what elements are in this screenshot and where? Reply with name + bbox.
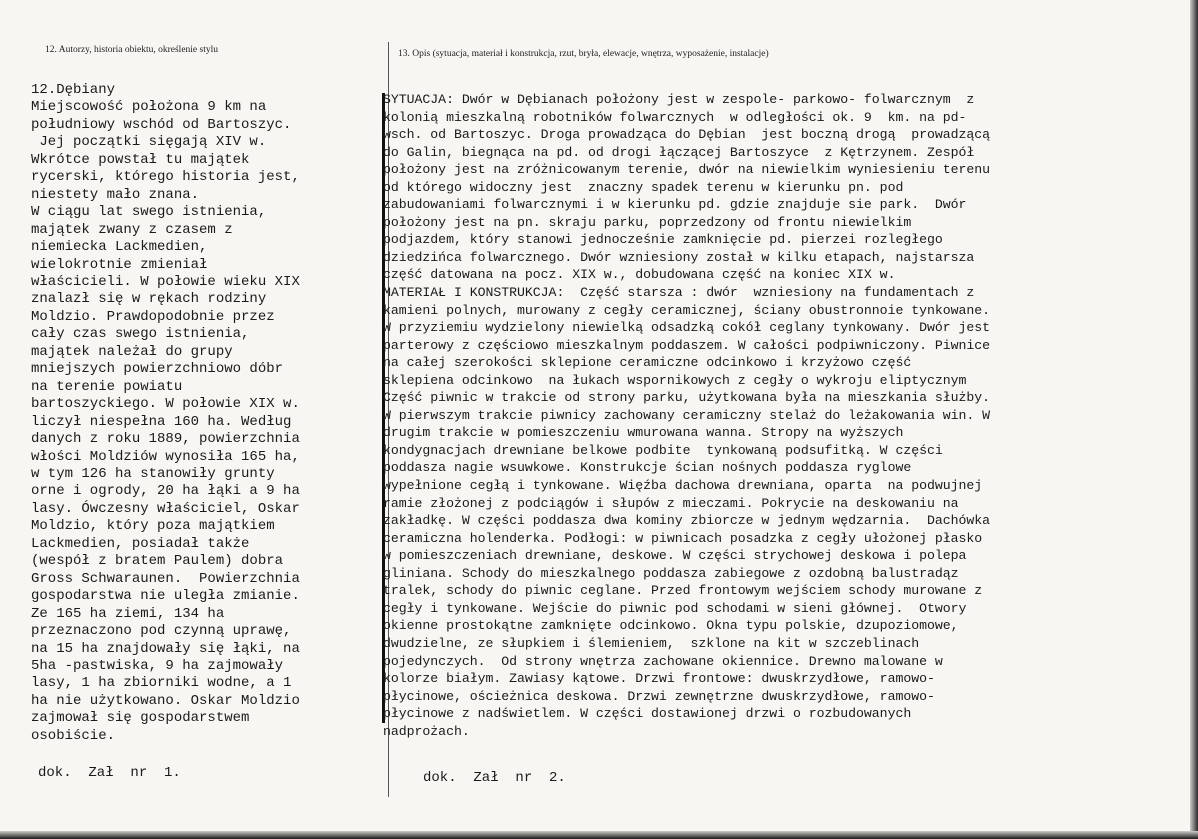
description-line: MATERIAŁ I KONSTRUKCJA: Część starsza : dwór wzniesiony na fundamentach z (383, 285, 975, 301)
description-line: SYTUACJA: Dwór w Dębianach położony jest w zespole- parkowo- folwarcznym z (383, 92, 975, 107)
description-line: kolorze białym. Zawiasy kątowe. Drzwi frontowe: dwuskrzydłowe, ramowo- (383, 671, 935, 687)
description-line: W przyziemiu wydzielony niewielką odsadzką cokół ceglany tynkowany. Dwór jest (383, 320, 991, 336)
description-line: dwudzielne, ze słupkiem i ślemieniem, szklone na kit w szczeblinach (383, 635, 920, 651)
description-line: kolonią mieszkalną robotników folwarcznych w odległości ok. 9 km. na pd- (383, 109, 967, 125)
description-line: ceramiczna holenderka. Podłogi: w piwnicach posadzka z cegły ułożonej płasko (383, 530, 983, 546)
page-edge-shadow (1190, 0, 1198, 839)
history-line: zajmował się gospodarstwem (31, 710, 250, 727)
history-line: mniejszych powierzchniowo dóbr (31, 361, 284, 378)
description-line: kamieni polnych, murowany z cegły ceramicznej, ściany obustronnoie tynkowane. (383, 302, 991, 318)
history-line: Jej początki sięgają XIV w. (31, 134, 267, 151)
history-line: niemiecka Lackmedien, (31, 239, 208, 256)
history-line: orne i ogrody, 20 ha łąki a 9 ha (31, 483, 300, 500)
history-line: Lackmedien, posiadał także (31, 535, 250, 552)
history-line: na terenie powiatu (31, 378, 183, 395)
history-line: Moldzio. Prawdopodobnie przez (31, 308, 275, 325)
description-line: tralek, schody do piwnic ceglane. Przed frontowym wejściem schody murowane z (383, 583, 983, 599)
history-line: południowy wschód od Bartoszyc. (31, 116, 292, 133)
right-column-header: 13. Opis (sytuacja, materiał i konstrukcja, rzut, bryła, elewacje, wnętrza, wyposażenie, instalacje) (398, 49, 769, 59)
description-line: cegły i tynkowane. Wejście do piwnic pod schodami w sieni głównej. Otwory (383, 600, 967, 616)
description-line: sklepiena odcinkowo na łukach wspornikowych z cegły o wykroju eliptycznym (383, 372, 967, 388)
description-line: podjazdem, który stanowi jednocześnie zamknięcie pd. pierzei rozległego (383, 232, 943, 248)
history-line: W ciągu lat swego istnienia, (31, 204, 267, 221)
description-line: zakładkę. W części poddasza dwa kominy zbiorcze w jednym wędzarnia. Dachówka (383, 513, 991, 529)
history-line: Gross Schwaraunen. Powierzchnia (31, 570, 300, 587)
history-line: osobiście. (31, 727, 116, 744)
right-attachment-note: dok. Zał nr 2. (423, 770, 566, 786)
description-line: nadprożach. (383, 723, 470, 739)
description-line: płycinowe, ościeżnica deskowa. Drzwi zewnętrzne dwuskrzydłowe, ramowo- (383, 688, 935, 704)
history-line: lasy. Ówczesny właściciel, Oskar (31, 500, 300, 517)
description-line: w pomieszczeniach drewniane, deskowe. W części strychowej deskowa i polepa (383, 548, 967, 564)
description-line: okienne prostokątne zamknięte odcinkowo. Okna typu polskie, dzupoziomowe, (383, 618, 959, 634)
history-line: gospodarstwa nie uległa zmianie. (31, 588, 300, 605)
description-line: wsch. od Bartoszyc. Droga prowadząca do Dębian jest boczną drogą prowadzącą (383, 127, 991, 143)
description-line: od którego widoczny jest znaczny spadek terenu w kierunku pn. pod (383, 179, 904, 195)
description-line: położony jest na zróżnicowanym terenie, dwór na niewielkim wyniesieniu terenu (383, 162, 991, 178)
history-line: włości Moldziów wynosiła 165 ha, (31, 448, 300, 465)
description-line: na całej szerokości sklepione ceramiczne odcinkowo i krzyżowo część (383, 355, 912, 371)
description-line: dziedzińca folwarcznego. Dwór wzniesiony został w kilku etapach, najstarsza (383, 249, 975, 265)
history-line: Moldzio, który poza majątkiem (31, 518, 275, 535)
history-line: Ze 165 ha ziemi, 134 ha (31, 605, 225, 622)
history-line: lasy, 1 ha zbiorniki wodne, a 1 (31, 675, 292, 692)
description-line: wypełnione cegłą i tynkowane. Więźba dachowa drewniana, oparta na podwujnej (383, 478, 983, 494)
history-line: Miejscowość położona 9 km na (31, 99, 267, 116)
history-line: rycerski, którego historia jest, (31, 169, 300, 186)
history-line: danych z roku 1889, powierzchnia (31, 431, 300, 448)
history-line: (wespół z bratem Paulem) dobra (31, 553, 284, 570)
history-line: cały czas swego istnienia, (31, 326, 250, 343)
history-line: liczył niespełna 160 ha. Według (31, 413, 292, 430)
history-line: 5ha -pastwiska, 9 ha zajmowały (31, 657, 284, 674)
history-text (31, 82, 300, 745)
left-column-header: 12. Autorzy, historia obiektu, określenie stylu (45, 45, 218, 55)
description-line: do Galin, biegnąca na pd. od drogi łączącej Bartoszyce z Kętrzynem. Zespół (383, 144, 975, 160)
history-line: ha nie użytkowano. Oskar Moldzio (31, 692, 300, 709)
history-line: właścicieli. W połowie wieku XIX (31, 273, 300, 290)
description-line: parterowy z częściowo mieszkalnym poddaszem. W całości podpiwniczony. Piwnice (383, 337, 991, 353)
description-line: kondygnacjach drewniane belkowe podbite tynkowaną podsufitką. W części (383, 442, 943, 458)
description-text (383, 91, 990, 740)
description-line: pojedynczych. Od strony wnętrza zachowane okiennice. Drewno malowane w (383, 653, 943, 669)
history-line: 12.Dębiany (31, 82, 116, 98)
description-line: W pierwszym trakcie piwnicy zachowany ceramiczny stelaż do leżakowania win. W (383, 407, 991, 423)
history-line: Wkrótce powstał tu majątek (31, 151, 250, 168)
history-line: niestety mało znana. (31, 186, 200, 203)
left-attachment-note: dok. Zał nr 1. (38, 765, 181, 781)
description-line: płycinowe z nadświetlem. W części dostawionej drzwi o rozbudowanych (383, 706, 912, 722)
description-line: poddasza nagie wsuwkowe. Konstrukcje ścian nośnych poddasza ryglowe (383, 460, 912, 476)
history-line: przeznaczono pod czynną uprawę, (31, 623, 292, 640)
history-line: znalazł się w rękach rodziny (31, 291, 267, 308)
history-line: majątek zwany z czasem z (31, 221, 233, 238)
description-line: gliniana. Schody do mieszkalnego poddasza zabiegowe z ozdobną balustradąz (383, 565, 959, 581)
history-line: na 15 ha znajdowały się łąki, na (31, 640, 300, 657)
description-line: położony jest na pn. skraju parku, poprzedzony od frontu niewielkim (383, 214, 912, 230)
history-line: majątek należał do grupy (31, 343, 233, 360)
history-line: bartoszyckiego. W połowie XIX w. (31, 396, 300, 413)
description-line: drugim trakcie w pomieszczeniu wmurowana wanna. Stropy na wyższych (383, 425, 904, 441)
history-line: w tym 126 ha stanowiły grunty (31, 465, 275, 482)
description-line: zabudowaniami folwarcznymi i w kierunku pd. gdzie znajduje sie park. Dwór (383, 197, 967, 213)
description-line: część datowana na pocz. XIX w., dobudowana część na koniec XIX w. (383, 267, 896, 283)
description-line: Część piwnic w trakcie od strony parku, użytkowana była na mieszkania służby. (383, 390, 991, 406)
description-line: ramie złożonej z podciągów i słupów z mieczami. Pokrycie na deskowaniu na (383, 495, 959, 511)
page-edge-shadow-bottom (0, 831, 1198, 839)
history-line: wielokrotnie zmieniał (31, 256, 208, 273)
